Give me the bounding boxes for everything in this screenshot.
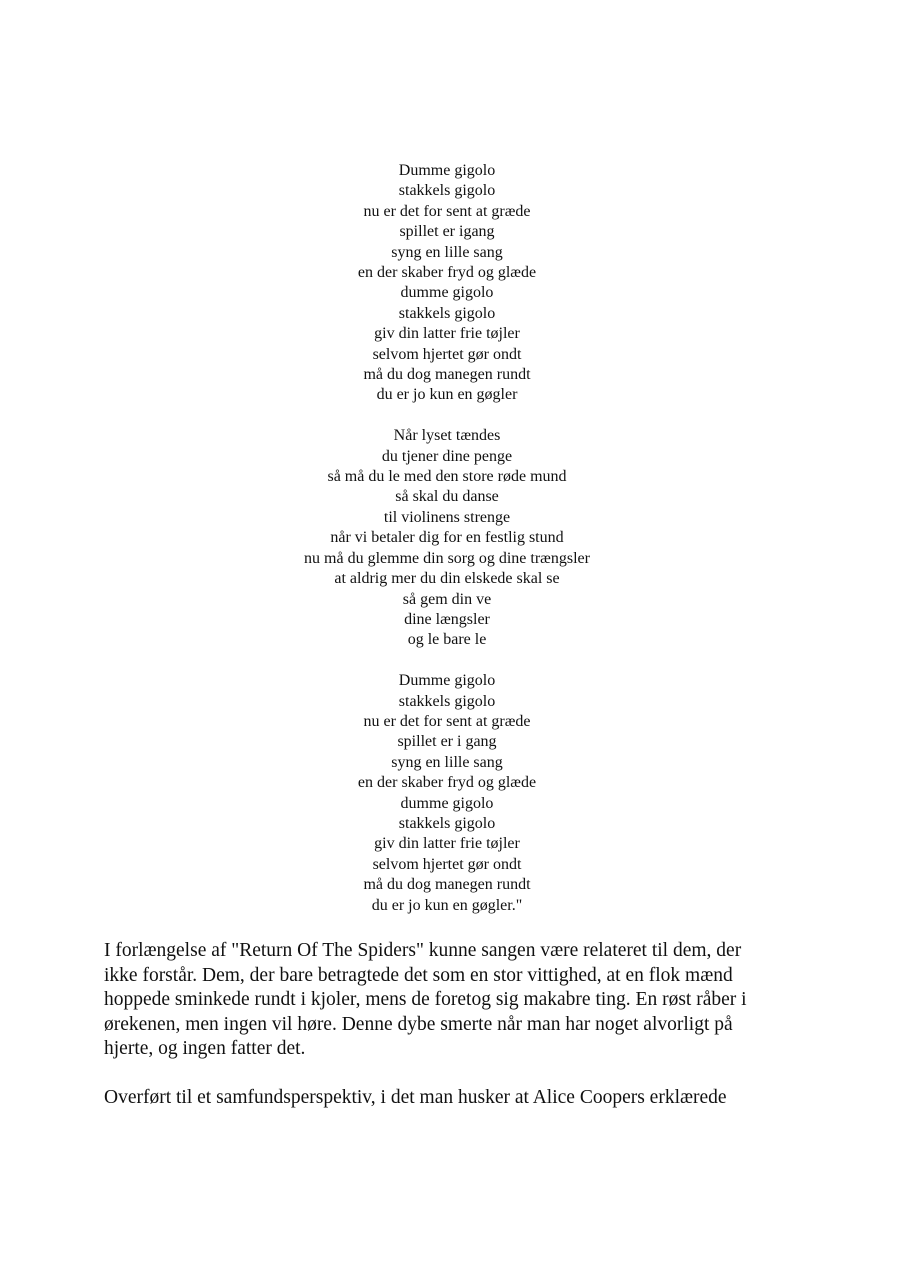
lyric-line: må du dog manegen rundt: [363, 876, 531, 894]
lyric-line: og le bare le: [407, 631, 487, 649]
lyrics-stanza-3: [0, 671, 894, 916]
body-paragraph: [104, 939, 784, 1062]
lyric-line: selvom hjertet gør ondt: [372, 855, 522, 873]
body-line: I forlængelse af "Return Of The Spiders" kunne sangen være relateret til dem, der: [104, 940, 742, 961]
song-lyrics: [0, 161, 894, 916]
lyric-line: en der skaber fryd og glæde: [357, 774, 537, 792]
lyric-line: giv din latter frie tøjler: [374, 835, 520, 853]
lyrics-stanza-1: [0, 161, 894, 406]
lyric-line: spillet er igang: [399, 223, 495, 241]
lyric-line: Dumme gigolo: [398, 162, 496, 179]
lyrics-stanza-2: [0, 426, 894, 650]
lyric-line: syng en lille sang: [391, 753, 503, 771]
lyric-line: dine længsler: [404, 610, 490, 628]
lyric-line: så skal du danse: [395, 488, 499, 506]
lyric-line: må du dog manegen rundt: [363, 366, 531, 384]
lyric-line: syng en lille sang: [391, 243, 503, 261]
lyric-line: dumme gigolo: [400, 794, 494, 812]
body-line: hjerte, og ingen fatter det.: [104, 1038, 306, 1059]
lyric-line: du tjener dine penge: [381, 447, 513, 465]
lyric-line: nu er det for sent at græde: [363, 712, 531, 730]
lyric-line: til violinens strenge: [383, 508, 511, 526]
lyric-line: selvom hjertet gør ondt: [372, 345, 522, 363]
lyric-line: at aldrig mer du din elskede skal se: [334, 570, 560, 588]
lyric-line: dumme gigolo: [400, 284, 494, 302]
lyric-line: du er jo kun en gøgler: [376, 386, 518, 404]
lyric-line: Når lyset tændes: [393, 427, 501, 445]
lyric-line: Dumme gigolo: [398, 672, 496, 690]
body-paragraph: [104, 1086, 784, 1111]
lyric-line: du er jo kun en gøgler.": [371, 896, 523, 914]
lyric-line: nu må du glemme din sorg og dine trængsler: [304, 549, 590, 567]
lyric-line: stakkels gigolo: [398, 814, 496, 832]
lyric-line: stakkels gigolo: [398, 304, 496, 322]
lyric-line: en der skaber fryd og glæde: [357, 264, 537, 282]
lyric-line: så gem din ve: [402, 590, 492, 608]
body-line: hoppede sminkede rundt i kjoler, mens de foretog sig makabre ting. En røst råber i: [104, 989, 747, 1010]
lyric-line: stakkels gigolo: [398, 182, 496, 200]
lyric-line: når vi betaler dig for en festlig stund: [330, 529, 564, 547]
lyric-line: så må du le med den store røde mund: [327, 468, 567, 486]
lyric-line: nu er det for sent at græde: [363, 202, 531, 220]
lyric-line: stakkels gigolo: [398, 692, 496, 710]
lyric-line: spillet er i gang: [397, 733, 497, 751]
body-line: ikke forstår. Dem, der bare betragtede det som en stor vittighed, at en flok mænd: [104, 964, 733, 986]
body-line: ørekenen, men ingen vil høre. Denne dybe smerte når man har noget alvorligt på: [104, 1013, 733, 1035]
body-text: [104, 939, 784, 1111]
lyric-line: giv din latter frie tøjler: [374, 325, 520, 343]
body-line: Overført til et samfundsperspektiv, i det man husker at Alice Coopers erklærede: [104, 1087, 727, 1108]
